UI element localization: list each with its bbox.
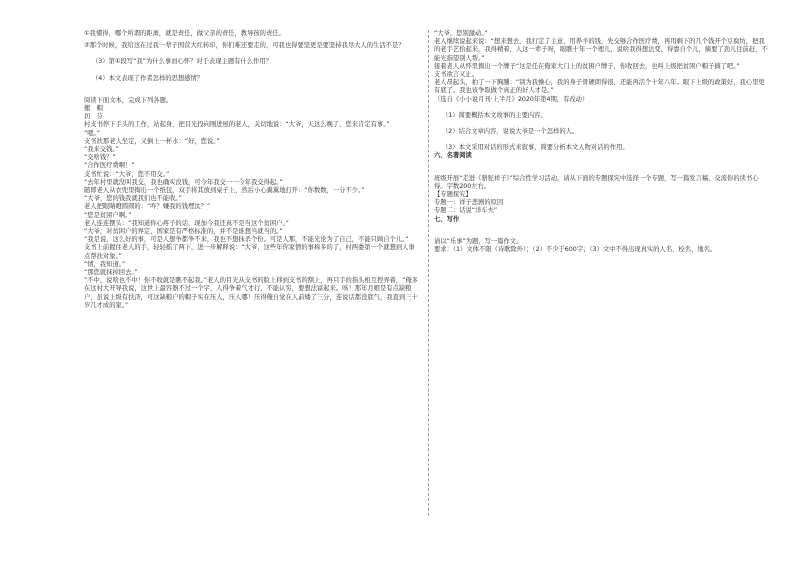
right-text-line: 六、名著阅读 — [434, 152, 472, 160]
spacer — [434, 104, 770, 112]
right-text-line: 请以“乐事”为题，写一篇作文。 — [434, 237, 523, 245]
left-text-line: “我来交钱。” — [84, 146, 119, 154]
left-text-line: （3）第①段写“我”为什么事而心怀？对于表现主题有什么作用？ — [92, 58, 272, 66]
left-text-line: “那您就抹掉回去。” — [84, 269, 138, 277]
right-text-line: 班级开展“走进《骆驼祥子》”综合性学习活动，请从下面的专题探究中选择一个专题，写一篇发言稿，交流你的读书心得。字数200左右。 — [434, 174, 759, 190]
left-text-line: “去年村里就没叫我交，我也确实没钱，可今年我交一一今年我交得起。” — [84, 178, 283, 186]
left-text-line: “合作医疗费啊！” — [84, 162, 135, 170]
left-text-line: 阅读下面文本，完成下列各题。 — [84, 96, 173, 104]
left-text-line: 支书扶那老人坐定，又倒上一杯水：“好，您说。” — [84, 137, 220, 145]
left-text-line: “大爷，您的钱我就我们也不能收。” — [84, 195, 182, 203]
left-column — [84, 30, 420, 310]
left-text-line: “情，我知道。” — [84, 260, 126, 268]
right-text-line: “大爷，您别激动。” — [434, 30, 488, 37]
left-text-line: 支书忙说：“大爷，您不用交。” — [84, 170, 170, 178]
left-text-line: “交啥钱？” — [84, 154, 116, 162]
left-text-line: 老人连连摆头：“我知道你心疼子的话，现加今我还真不是当这个贫困户。” — [84, 219, 289, 227]
left-text-line: “大爷，对贫困户的界定，国家是有严格标准的，并不是谁想当就当的。” — [84, 228, 283, 236]
right-text-line: 七、写作 — [434, 215, 460, 223]
column-divider — [428, 30, 429, 516]
left-text-line: “嗯。” — [84, 129, 100, 137]
spacer — [84, 83, 420, 97]
left-text-line: 支书上前握住老人的手，轻轻摇了两下，进一步解释说：“大爷，这些年你家情的事称多的了，村两委第一个就想到人事点帮扶对象。” — [84, 244, 415, 260]
right-text-line: 接着老人从怀里掏出一个牌子“这是任在俺家大门上的贫困户牌子，你收回去，也叫上级把贫困户帽子摘了吧。” — [434, 62, 740, 70]
left-text-line: 搬 帽 — [84, 105, 103, 113]
right-text-line: 要求：（1）文体不限（诗歌除外）；（2）不少于600字；（3）文中不得出现真实的人名、校名、地名。 — [434, 246, 717, 254]
left-text-line: 老人把眼睛瞪圆圆的：“咋？嫌我的钱埋汰？” — [84, 203, 211, 211]
left-text-line: 村支书停下手头的工作，站起身，把目光投向刚进屋的老人，关切地说：“大爷，天这么晚了，您来肯定有事。” — [84, 121, 390, 129]
left-text-line: ①我懂得，哪个所谓的距离，就是责任，做父亲的责任，教导孩的责任。 — [84, 30, 285, 37]
left-text-line: “我是说，这么好的事，可是人想争都争不来，我也不想抹杀个份。可是人那，不能光论为了自己，不能只顾自个儿。” — [84, 236, 409, 244]
right-text-line: 专题一：祥子悲剧的原因 — [434, 199, 504, 207]
spacer — [434, 120, 770, 128]
right-text-line: （2）结合文章内容，说说大爷是一个怎样的人。 — [442, 128, 579, 136]
left-text-line: 随即老人从衣兜里掏出一个纸包，双手将其放到桌子上，然后小心翼翼地打开：“你数数，一分不少。” — [84, 187, 365, 195]
right-text-line: （3）本文采用对话的形式来叙事，简要分析本文人物对话的作用。 — [442, 144, 629, 152]
right-text-line: 支书欲言又止。 — [434, 71, 479, 79]
left-text-line: “您是贫困户啊。” — [84, 211, 132, 219]
right-text-line: 【专题探究】 — [434, 191, 472, 199]
left-text-line: “不中，说啥也不中！你不收就是瞧不起我。”老人的目光从支书的脸上移到支书的额上，再只手的指头相互捏弄着，“俺多在这村大开导我说，这世上最容器不过一个字，人得争着气才行，不能认穷，要想法富起来。咳！那年月娘是有点缺粮户，虽说上级有扶济，可这缺粮户的帽子实在压人，压人哪！压得俺自觉在人前矮了三分，连说话都没底气，我直到三十岁几才成的家。” — [84, 277, 419, 309]
left-text-line: 切 芬 — [84, 113, 103, 121]
spacer — [434, 224, 770, 238]
right-text-line: （1）简要概括本文故事的主要内容。 — [442, 111, 547, 119]
right-column — [434, 30, 770, 254]
right-text-line: 专题二：话说“洋车夫” — [434, 207, 498, 215]
right-text-line: 老人继续说起来说：“想来想去，我打定了主意，用养羊的钱，先交够合作医疗费，再用剩下的几个钱开个豆腐坊，把我的老手艺拾起来，我得精着，人这一辈子呀，眼瞧十年一个理儿，说啥我得想法变，得靠自个儿，摘要了劲儿往前赶，不能光指望别人帮。” — [434, 38, 768, 62]
spacer — [84, 67, 420, 75]
right-text-line: （选自《小小说月刊·上半月》2020年第4期，有改动） — [434, 95, 589, 103]
spacer — [434, 161, 770, 175]
left-text-line: （4）本文表现了作者怎样的思想感情？ — [92, 74, 204, 82]
right-text-line: 老人昂起头，拍了一下胸脯：“别为我操心，我的身子骨硬朗得很，还能再活个十年八年。眼下上级的政策好，我心里更有底了。我也该争取做个真正的好人才是。” — [434, 79, 765, 95]
left-text-line: ②那个时候，我给这在过我一辈子国营大红转印，你们难还要走的，可我也得要坚更是要坚持我尽大人的生活不是？ — [84, 42, 405, 50]
